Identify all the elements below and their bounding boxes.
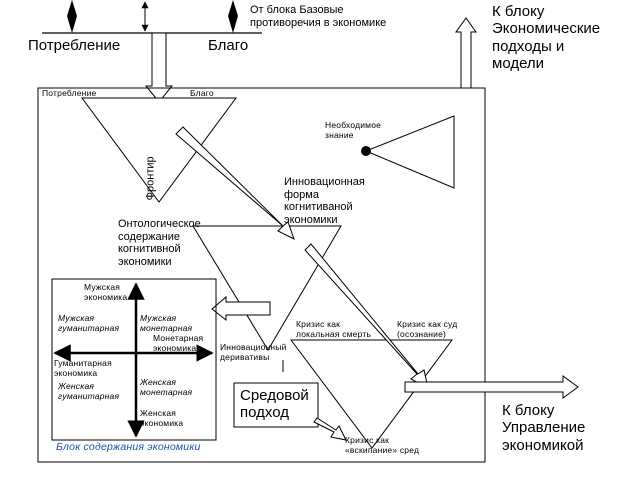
to-management-label: К блоку Управление экономикой bbox=[502, 402, 586, 454]
diamond-left bbox=[67, 0, 77, 33]
frontier-triangle bbox=[82, 98, 236, 202]
female-economy-label: Женская экономика bbox=[140, 408, 184, 428]
ontological-content-label: Онтологическое содержание когнитивной экономики bbox=[118, 218, 201, 268]
content-block-title: Блок содержания экономики bbox=[56, 441, 201, 453]
up-arrow-output bbox=[456, 18, 476, 88]
monetary-economy-label: Монетарная экономика bbox=[153, 333, 204, 353]
environmental-approach-label: Средовой подход bbox=[240, 387, 309, 422]
male-monetary-label: Мужская монетарная bbox=[140, 313, 193, 333]
male-humanitarian-label: Мужская гуманитарная bbox=[58, 313, 120, 333]
right-arrow-output bbox=[405, 376, 578, 398]
small-arrow-boiling bbox=[314, 418, 346, 440]
consumption-label: Потребление bbox=[28, 37, 121, 54]
female-monetary-label: Женская монетарная bbox=[140, 377, 193, 397]
crisis-local-death-label: Кризис как локальная смерть bbox=[296, 319, 372, 339]
innovative-derivatives-label: Инновационный деривативы bbox=[220, 342, 287, 362]
crisis-court-label: Кризис как суд (осознание) bbox=[397, 319, 458, 339]
from-block-label: От блока Базовые противоречия в экономике bbox=[250, 4, 387, 29]
frontier-label: Фронтир bbox=[144, 156, 157, 201]
to-econ-models-label: К блоку Экономические подходы и модели bbox=[492, 3, 601, 72]
crisis-boiling-label: Кризис как «вскипание» сред bbox=[345, 435, 420, 455]
knowledge-dot bbox=[361, 146, 371, 156]
down-arrow-input bbox=[146, 33, 172, 102]
male-economy-label: Мужская экономика bbox=[84, 282, 128, 302]
innovative-form-label: Инновационная форма когнитиваной экономики bbox=[284, 176, 365, 226]
humanitarian-economy-label: Гуманитарная экономика bbox=[54, 358, 112, 378]
good-label: Благо bbox=[208, 37, 249, 54]
necessary-knowledge-label: Необходимое знание bbox=[325, 120, 382, 140]
diamond-right bbox=[228, 0, 238, 33]
consumption-small-label: Потребление bbox=[42, 88, 97, 98]
good-small-label: Благо bbox=[190, 88, 214, 98]
female-humanitarian-label: Женская гуманитарная bbox=[58, 381, 120, 401]
